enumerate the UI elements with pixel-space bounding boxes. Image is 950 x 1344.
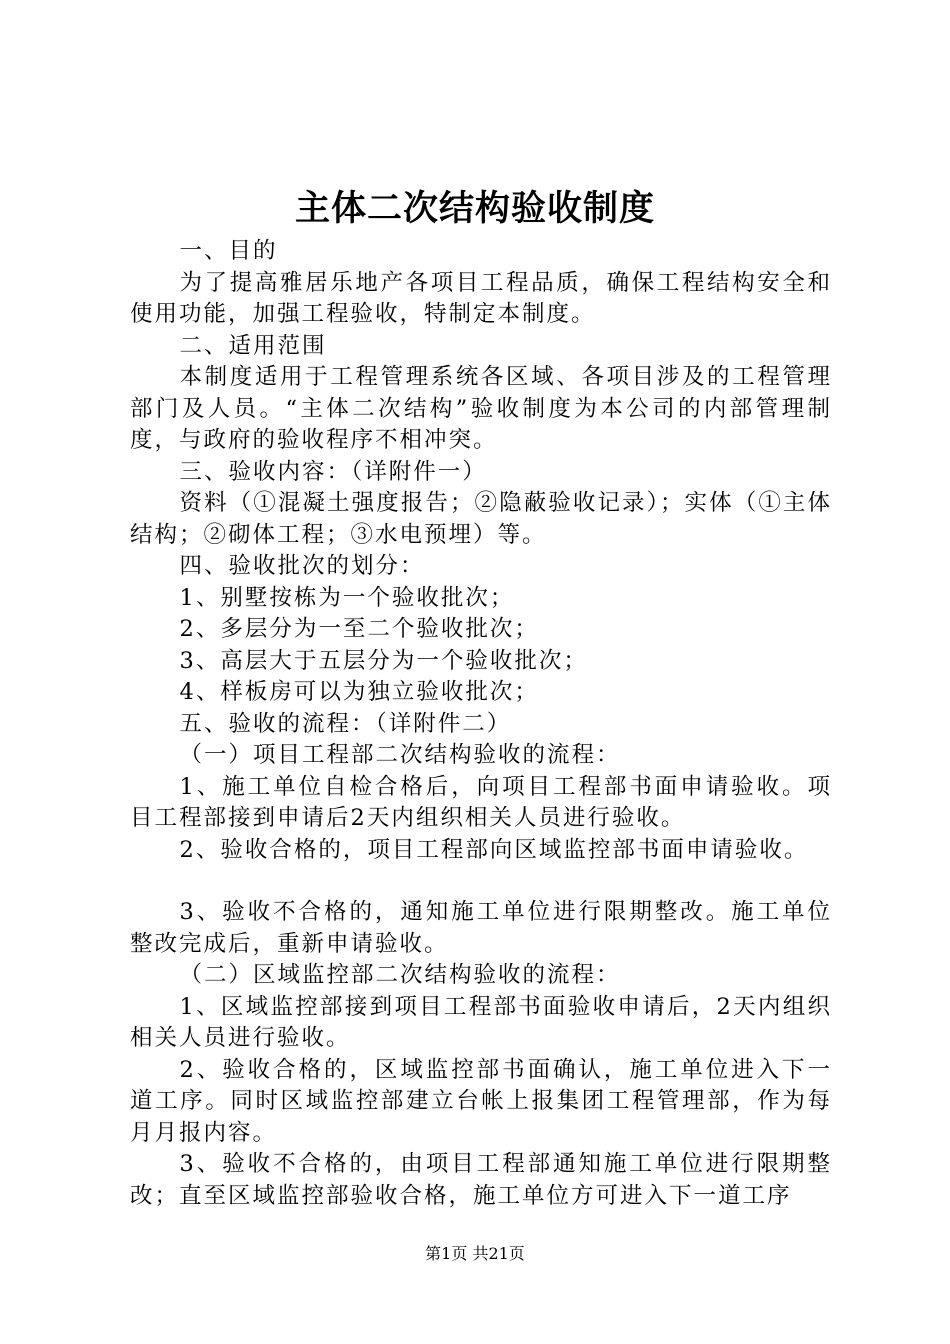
list-item: 2、验收合格的，区域监控部书面确认，施工单位进入下一道工序。同时区域监控部建立台帐上报集团工程管理部，作为每月月报内容。 [130,1056,832,1146]
paragraph: 本制度适用于工程管理系统各区域、各项目涉及的工程管理部门及人员。“主体二次结构”验收制度为本公司的内部管理制度，与政府的验收程序不相冲突。 [130,364,832,453]
list-item: 1、施工单位自检合格后，向项目工程部书面申请验收。项目工程部接到申请后2天内组织相关人员进行验收。 [130,773,832,831]
section-heading-purpose: 一、目的 [179,238,278,264]
subsection-heading: （二）区域监控部二次结构验收的流程： [179,962,621,988]
section-heading-content: 三、验收内容：（详附件一） [179,458,487,485]
page-number-footer: 第1页 共21页 [425,1244,525,1263]
paragraph: 为了提高雅居乐地产各项目工程品质，确保工程结构安全和使用功能，加强工程验收，特制定本制度。 [130,269,832,327]
list-item: 1、别墅按栋为一个验收批次； [179,584,515,611]
list-item: 2、多层分为一至二个验收批次； [179,616,539,642]
document-body [130,236,832,1212]
paragraph: 资料（①混凝土强度报告；②隐蔽验收记录）；实体（①主体结构；②砌体工程；③水电预埋）等。 [130,490,832,548]
list-item: 1、区域监控部接到项目工程部书面验收申请后，2天内组织相关人员进行验收。 [130,993,832,1051]
document-title: 主体二次结构验收制度 [294,189,655,229]
list-item: 3、验收不合格的，由项目工程部通知施工单位进行限期整改；直至区域监控部验收合格，施工单位方可进入下一道工序 [130,1151,832,1209]
list-item: 4、样板房可以为独立验收批次； [179,679,539,705]
section-heading-process: 五、验收的流程：（详附件二） [179,710,512,737]
list-item: 3、高层大于五层分为一个验收批次； [179,647,588,674]
subsection-heading: （一）项目工程部二次结构验收的流程： [179,742,621,768]
section-heading-scope: 二、适用范围 [179,332,327,359]
list-item: 3、验收不合格的，通知施工单位进行限期整改。施工单位整改完成后，重新申请验收。 [130,899,832,957]
section-heading-batches: 四、验收批次的划分： [179,553,425,579]
list-item: 2、验收合格的，项目工程部向区域监控部书面申请验收。 [179,836,809,863]
